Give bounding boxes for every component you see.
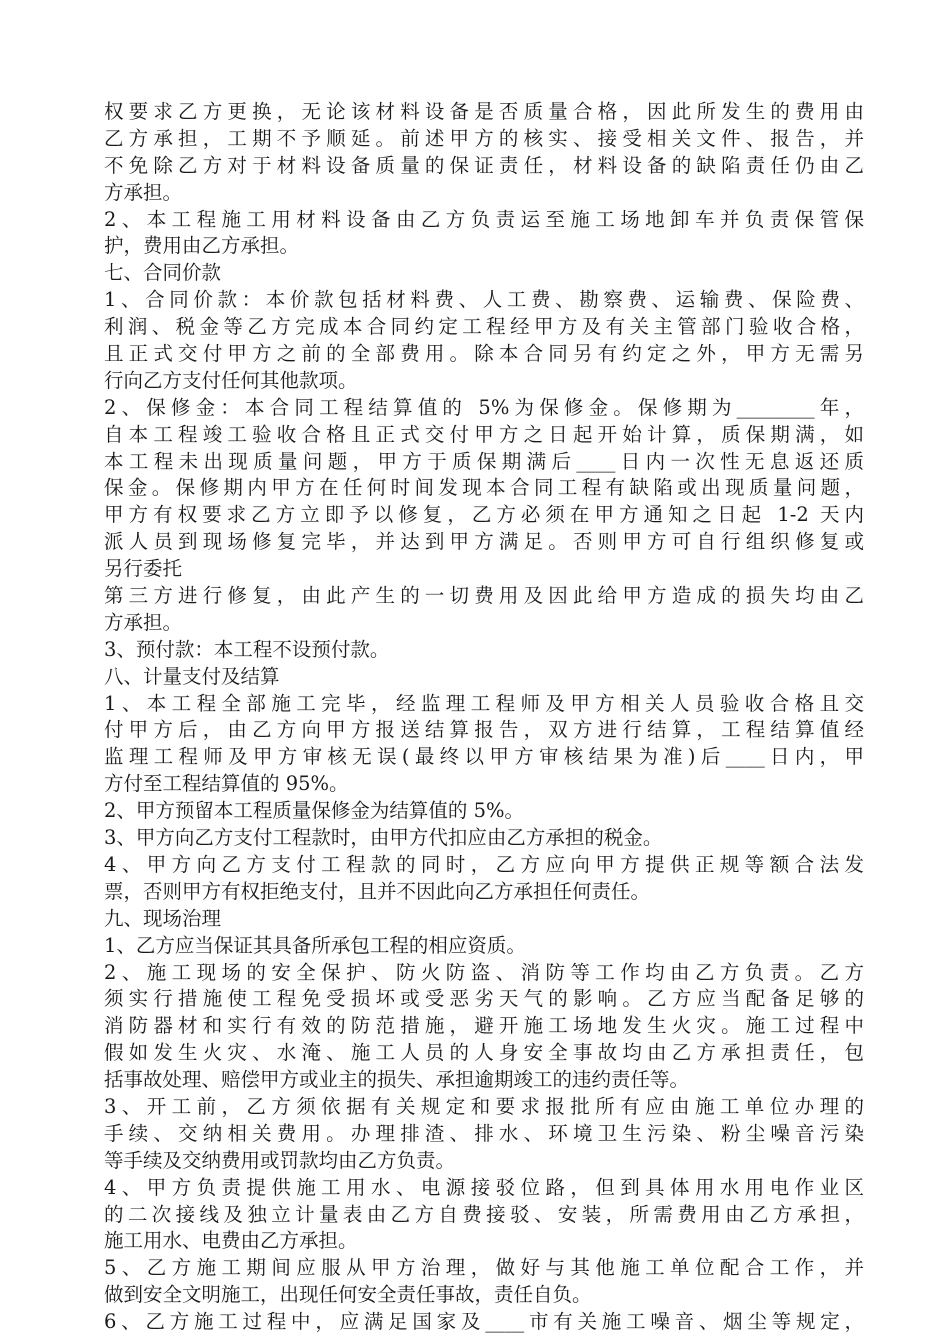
document-text-line: 5、乙方施工期间应服从甲方治理，做好与其他施工单位配合工作，并 <box>104 1256 864 1280</box>
document-text-line: 等手续及交纳费用或罚款均由乙方负责。 <box>104 1148 456 1172</box>
document-text-line: 付甲方后，由乙方向甲方报送结算报告，双方进行结算，工程结算值经 <box>104 718 864 742</box>
document-text-line: 另行委托 <box>104 557 183 581</box>
document-text-line: 3、甲方向乙方支付工程款时，由甲方代扣应由乙方承担的税金。 <box>104 826 663 850</box>
document-text-line: 行向乙方支付任何其他款项。 <box>104 368 358 392</box>
document-text-line: 消防器材和实行有效的防范措施，避开施工场地发生火灾。施工过程中 <box>104 1014 864 1038</box>
document-text-line: 2、甲方预留本工程质量保修金为结算值的 5%。 <box>104 799 525 823</box>
document-text-line: 手续、交纳相关费用。办理排渣、排水、环境卫生污染、粉尘噪音污染 <box>104 1121 864 1145</box>
document-text-line: 1、合同价款：本价款包括材料费、人工费、勘察费、运输费、保险费、 <box>104 288 864 312</box>
document-text-line: 保金。保修期内甲方在任何时间发现本合同工程有缺陷或出现质量问题， <box>104 476 864 500</box>
document-text-line: 4、甲方负责提供施工用水、电源接驳位路，但到具体用水用电作业区 <box>104 1175 864 1199</box>
document-text-line: 的二次接线及独立计量表由乙方自费接驳、安装，所需费用由乙方承担， <box>104 1202 864 1226</box>
document-text-line: 方付至工程结算值的 95%。 <box>104 772 349 796</box>
document-text-line: 七、合同价款 <box>104 261 222 285</box>
document-text-line: 不免除乙方对于材料设备质量的保证责任，材料设备的缺陷责任仍由乙 <box>104 153 864 177</box>
document-text-line: 2、施工现场的安全保护、防火防盗、消防等工作均由乙方负责。乙方 <box>104 960 864 984</box>
document-text-line: 利润、税金等乙方完成本合同约定工程经甲方及有关主管部门验收合格， <box>104 315 864 339</box>
document-text-line: 且正式交付甲方之前的全部费用。除本合同另有约定之外，甲方无需另 <box>104 342 864 366</box>
document-text-line: 2、保修金：本合同工程结算值的 5%为保修金。保修期为________年， <box>104 395 864 419</box>
document-text-line: 施工用水、电费由乙方承担。 <box>104 1229 358 1253</box>
document-text-line: 自本工程竣工验收合格且正式交付甲方之日起开始计算，质保期满，如 <box>104 422 864 446</box>
document-text-line: 2、本工程施工用材料设备由乙方负责运至施工场地卸车并负责保管保 <box>104 207 864 231</box>
document-text-line: 本工程未出现质量问题，甲方于质保期满后____日内一次性无息返还质 <box>104 449 864 473</box>
document-text-line: 做到安全文明施工，出现任何安全责任事故，责任自负。 <box>104 1283 592 1307</box>
document-text-line: 监理工程师及甲方审核无误(最终以甲方审核结果为准)后____日内，甲 <box>104 745 864 769</box>
document-page <box>104 99 864 1336</box>
document-text-line: 乙方承担，工期不予顺延。前述甲方的核实、接受相关文件、报告，并 <box>104 126 864 150</box>
document-text-line: 4、甲方向乙方支付工程款的同时，乙方应向甲方提供正规等额合法发 <box>104 852 864 876</box>
document-text-line: 甲方有权要求乙方立即予以修复，乙方必须在甲方通知之日起 1-2 天内 <box>104 503 864 527</box>
document-text-line: 护，费用由乙方承担。 <box>104 234 300 258</box>
document-text-line: 方承担。 <box>104 610 183 634</box>
document-text-line: 1、本工程全部施工完毕，经监理工程师及甲方相关人员验收合格且交 <box>104 691 864 715</box>
document-text-line: 票，否则甲方有权拒绝支付，且并不因此向乙方承担任何责任。 <box>104 879 651 903</box>
document-text-line: 假如发生火灾、水淹、施工人员的人身安全事故均由乙方承担责任，包 <box>104 1041 864 1065</box>
document-text-line: 方承担。 <box>104 180 183 204</box>
document-text-line: 3、开工前，乙方须依据有关规定和要求报批所有应由施工单位办理的 <box>104 1094 864 1118</box>
document-text-line: 派人员到现场修复完毕，并达到甲方满足。否则甲方可自行组织修复或 <box>104 530 864 554</box>
document-text-line: 权要求乙方更换，无论该材料设备是否质量合格，因此所发生的费用由 <box>104 100 864 123</box>
document-text-line: 1、乙方应当保证其具备所承包工程的相应资质。 <box>104 933 526 957</box>
document-text-line: 括事故处理、赔偿甲方或业主的损失、承担逾期竣工的违约责任等。 <box>104 1068 690 1092</box>
document-text-line: 九、现场治理 <box>104 906 222 930</box>
document-text-line: 须实行措施使工程免受损坏或受恶劣天气的影响。乙方应当配备足够的 <box>104 987 864 1011</box>
document-text-line: 3、预付款：本工程不设预付款。 <box>104 637 390 661</box>
document-text-line: 第三方进行修复，由此产生的一切费用及因此给甲方造成的损失均由乙 <box>104 584 864 608</box>
document-text-line: 八、计量支付及结算 <box>104 664 280 688</box>
document-text-line: 6、乙方施工过程中，应满足国家及____市有关施工噪音、烟尘等规定， <box>104 1310 864 1334</box>
